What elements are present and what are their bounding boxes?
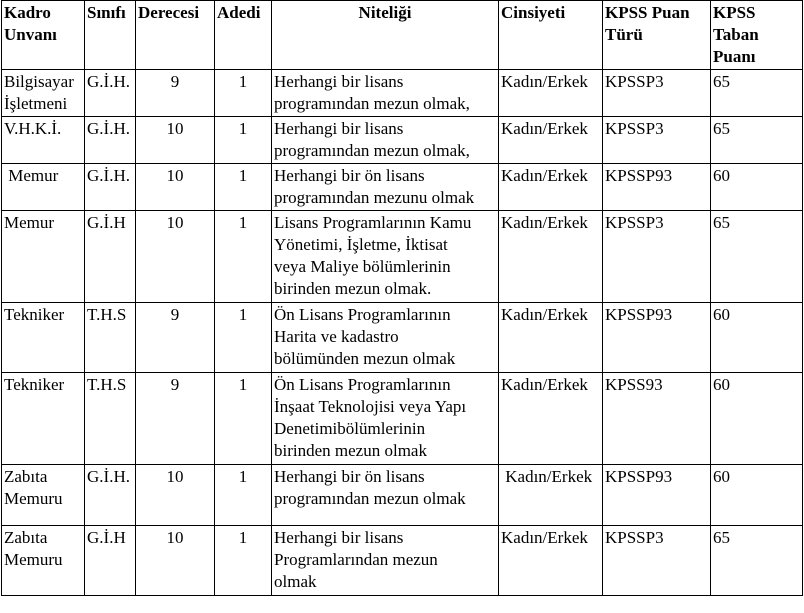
cell-kpss-puan-turu-text: KPSSP93 — [605, 166, 673, 185]
table-row — [2, 211, 803, 303]
cell-adedi-text: 1 — [238, 213, 248, 232]
cell-kadro-unvani-text: Bilgisayar İşletmeni — [4, 72, 74, 113]
cell-cinsiyeti-text: Kadın/Erkek — [501, 528, 588, 547]
cell-sinifi-text: G.İ.H. — [87, 467, 130, 486]
cell-sinifi-text: T.H.S — [87, 305, 127, 324]
cell-sinifi — [85, 465, 136, 526]
cell-adedi-text: 1 — [238, 119, 248, 138]
cell-kpss-puan-turu — [603, 70, 711, 117]
header-kpss-taban-puani: KPSS Taban Puanı — [711, 1, 803, 70]
cell-kpss-taban-puani — [711, 303, 803, 373]
cell-adedi — [215, 373, 272, 465]
cell-niteligi — [272, 211, 499, 303]
cell-adedi-text: 1 — [238, 166, 248, 185]
cell-derecesi-text: 10 — [166, 119, 184, 138]
cell-niteligi — [272, 70, 499, 117]
cell-kadro-unvani-text: Zabıta Memuru — [4, 467, 63, 508]
header-niteligi: Niteliği — [272, 1, 499, 70]
cell-cinsiyeti — [499, 211, 603, 303]
cell-derecesi-text: 10 — [166, 166, 184, 185]
cell-kpss-taban-puani-text: 60 — [713, 166, 730, 185]
cell-cinsiyeti — [499, 70, 603, 117]
cell-adedi — [215, 70, 272, 117]
cell-kadro-unvani — [2, 70, 85, 117]
cell-adedi-text: 1 — [238, 72, 248, 91]
cell-adedi — [215, 211, 272, 303]
cell-derecesi-text: 9 — [170, 72, 180, 91]
cell-kadro-unvani — [2, 211, 85, 303]
cell-niteligi — [272, 465, 499, 526]
cell-kpss-taban-puani-text: 65 — [713, 213, 730, 232]
cell-derecesi — [136, 526, 215, 596]
cell-niteligi — [272, 164, 499, 211]
cell-adedi — [215, 303, 272, 373]
cell-sinifi-text: G.İ.H. — [87, 119, 130, 138]
table-row — [2, 164, 803, 211]
cell-kpss-puan-turu-text: KPSSP93 — [605, 467, 673, 486]
table-row — [2, 303, 803, 373]
cell-niteligi-text: Herhangi bir lisans programından mezun olmak, — [274, 119, 470, 160]
cell-adedi — [215, 465, 272, 526]
cell-kpss-taban-puani — [711, 465, 803, 526]
cell-cinsiyeti-text: Kadın/Erkek — [501, 166, 588, 185]
header-derecesi: Derecesi — [136, 1, 215, 70]
table-row — [2, 465, 803, 526]
cell-kpss-taban-puani — [711, 70, 803, 117]
cell-kadro-unvani-text: Memur — [4, 213, 55, 232]
cell-kadro-unvani — [2, 465, 85, 526]
cell-adedi-text: 1 — [238, 305, 248, 324]
cell-kadro-unvani-text: Tekniker — [4, 305, 65, 324]
cell-kpss-puan-turu — [603, 373, 711, 465]
cell-sinifi — [85, 211, 136, 303]
cell-kpss-puan-turu — [603, 164, 711, 211]
cell-derecesi — [136, 164, 215, 211]
cell-cinsiyeti-text: Kadın/Erkek — [501, 467, 593, 486]
cell-derecesi — [136, 211, 215, 303]
header-sinifi: Sınıfı — [85, 1, 136, 70]
cell-kpss-taban-puani — [711, 373, 803, 465]
cell-derecesi-text: 10 — [166, 213, 184, 232]
cell-adedi-text: 1 — [238, 467, 248, 486]
header-kpss-puan-turu: KPSS Puan Türü — [603, 1, 711, 70]
cell-derecesi — [136, 70, 215, 117]
cell-cinsiyeti-text: Kadın/Erkek — [501, 72, 588, 91]
cell-kadro-unvani — [2, 164, 85, 211]
cell-cinsiyeti — [499, 373, 603, 465]
table-row — [2, 373, 803, 465]
cell-kpss-taban-puani-text: 65 — [713, 72, 730, 91]
table-row — [2, 526, 803, 596]
cell-kpss-puan-turu — [603, 526, 711, 596]
cell-sinifi — [85, 526, 136, 596]
header-kadro-unvani: Kadro Unvanı — [2, 1, 85, 70]
cell-kadro-unvani — [2, 117, 85, 164]
cell-kpss-taban-puani — [711, 211, 803, 303]
cell-derecesi-text: 10 — [166, 528, 184, 547]
cell-cinsiyeti — [499, 465, 603, 526]
cell-adedi — [215, 164, 272, 211]
cell-sinifi — [85, 164, 136, 211]
cell-sinifi-text: G.İ.H. — [87, 72, 130, 91]
cell-cinsiyeti — [499, 303, 603, 373]
cell-derecesi — [136, 303, 215, 373]
cell-kpss-puan-turu-text: KPSSP3 — [605, 72, 664, 91]
cell-cinsiyeti — [499, 117, 603, 164]
cell-sinifi — [85, 117, 136, 164]
table-row — [2, 70, 803, 117]
cell-kadro-unvani-text: Memur — [4, 166, 59, 185]
cell-kpss-puan-turu-text: KPSSP93 — [605, 305, 673, 324]
cell-kadro-unvani — [2, 526, 85, 596]
cell-niteligi — [272, 303, 499, 373]
cell-cinsiyeti-text: Kadın/Erkek — [501, 305, 588, 324]
table-row — [2, 117, 803, 164]
cell-sinifi-text: G.İ.H — [87, 528, 126, 547]
header-cinsiyeti: Cinsiyeti — [499, 1, 603, 70]
cell-sinifi-text: G.İ.H — [87, 213, 126, 232]
cell-cinsiyeti — [499, 526, 603, 596]
cell-kpss-puan-turu — [603, 303, 711, 373]
cell-kpss-taban-puani — [711, 164, 803, 211]
cell-kpss-taban-puani-text: 65 — [713, 528, 730, 547]
table-body — [2, 70, 803, 596]
cell-sinifi — [85, 303, 136, 373]
cell-niteligi-text: Ön Lisans Programlarının Harita ve kadastro bölümünden mezun olmak — [274, 305, 456, 368]
cell-cinsiyeti-text: Kadın/Erkek — [501, 119, 588, 138]
cell-adedi-text: 1 — [238, 528, 248, 547]
cell-niteligi — [272, 373, 499, 465]
cell-niteligi-text: Herhangi bir ön lisans programından mezun olmak — [274, 467, 466, 508]
cell-kpss-puan-turu-text: KPSSP3 — [605, 213, 664, 232]
cell-kadro-unvani-text: Zabıta Memuru — [4, 528, 63, 569]
cell-adedi — [215, 117, 272, 164]
staff-table — [1, 0, 803, 596]
cell-niteligi-text: Herhangi bir ön lisans programından mezunu olmak — [274, 166, 475, 207]
cell-niteligi — [272, 526, 499, 596]
cell-kadro-unvani — [2, 303, 85, 373]
header-adedi: Adedi — [215, 1, 272, 70]
cell-cinsiyeti-text: Kadın/Erkek — [501, 375, 588, 394]
cell-niteligi — [272, 117, 499, 164]
cell-niteligi-text: Herhangi bir lisans Programlarından mezun olmak — [274, 528, 438, 591]
cell-sinifi — [85, 70, 136, 117]
cell-derecesi — [136, 117, 215, 164]
cell-adedi — [215, 526, 272, 596]
cell-kpss-taban-puani-text: 60 — [713, 305, 730, 324]
cell-kpss-taban-puani — [711, 526, 803, 596]
cell-derecesi-text: 9 — [170, 305, 180, 324]
cell-niteligi-text: Lisans Programlarının Kamu Yönetimi, İşletme, İktisat veya Maliye bölümlerinin birinden mezun olmak. — [274, 213, 472, 298]
cell-kadro-unvani-text: Tekniker — [4, 375, 65, 394]
cell-kpss-puan-turu — [603, 117, 711, 164]
cell-niteligi-text: Ön Lisans Programlarının İnşaat Teknolojisi veya Yapı Denetimibölümlerinin birinden mezun olmak — [274, 375, 467, 460]
cell-adedi-text: 1 — [238, 375, 248, 394]
header-row — [2, 1, 803, 70]
cell-kadro-unvani — [2, 373, 85, 465]
cell-kpss-puan-turu-text: KPSSP3 — [605, 119, 664, 138]
cell-kpss-taban-puani-text: 60 — [713, 467, 730, 486]
cell-kpss-puan-turu-text: KPSS93 — [605, 375, 663, 394]
cell-kpss-taban-puani-text: 65 — [713, 119, 730, 138]
cell-cinsiyeti — [499, 164, 603, 211]
cell-derecesi-text: 10 — [166, 467, 184, 486]
cell-kpss-puan-turu — [603, 465, 711, 526]
cell-derecesi-text: 9 — [170, 375, 180, 394]
cell-derecesi — [136, 373, 215, 465]
cell-kpss-puan-turu — [603, 211, 711, 303]
cell-kadro-unvani-text: V.H.K.İ. — [4, 119, 62, 138]
cell-sinifi-text: G.İ.H. — [87, 166, 130, 185]
cell-sinifi-text: T.H.S — [87, 375, 127, 394]
cell-kpss-taban-puani — [711, 117, 803, 164]
cell-sinifi — [85, 373, 136, 465]
cell-niteligi-text: Herhangi bir lisans programından mezun olmak, — [274, 72, 470, 113]
cell-cinsiyeti-text: Kadın/Erkek — [501, 213, 588, 232]
cell-kpss-puan-turu-text: KPSSP3 — [605, 528, 664, 547]
cell-derecesi — [136, 465, 215, 526]
cell-kpss-taban-puani-text: 60 — [713, 375, 730, 394]
